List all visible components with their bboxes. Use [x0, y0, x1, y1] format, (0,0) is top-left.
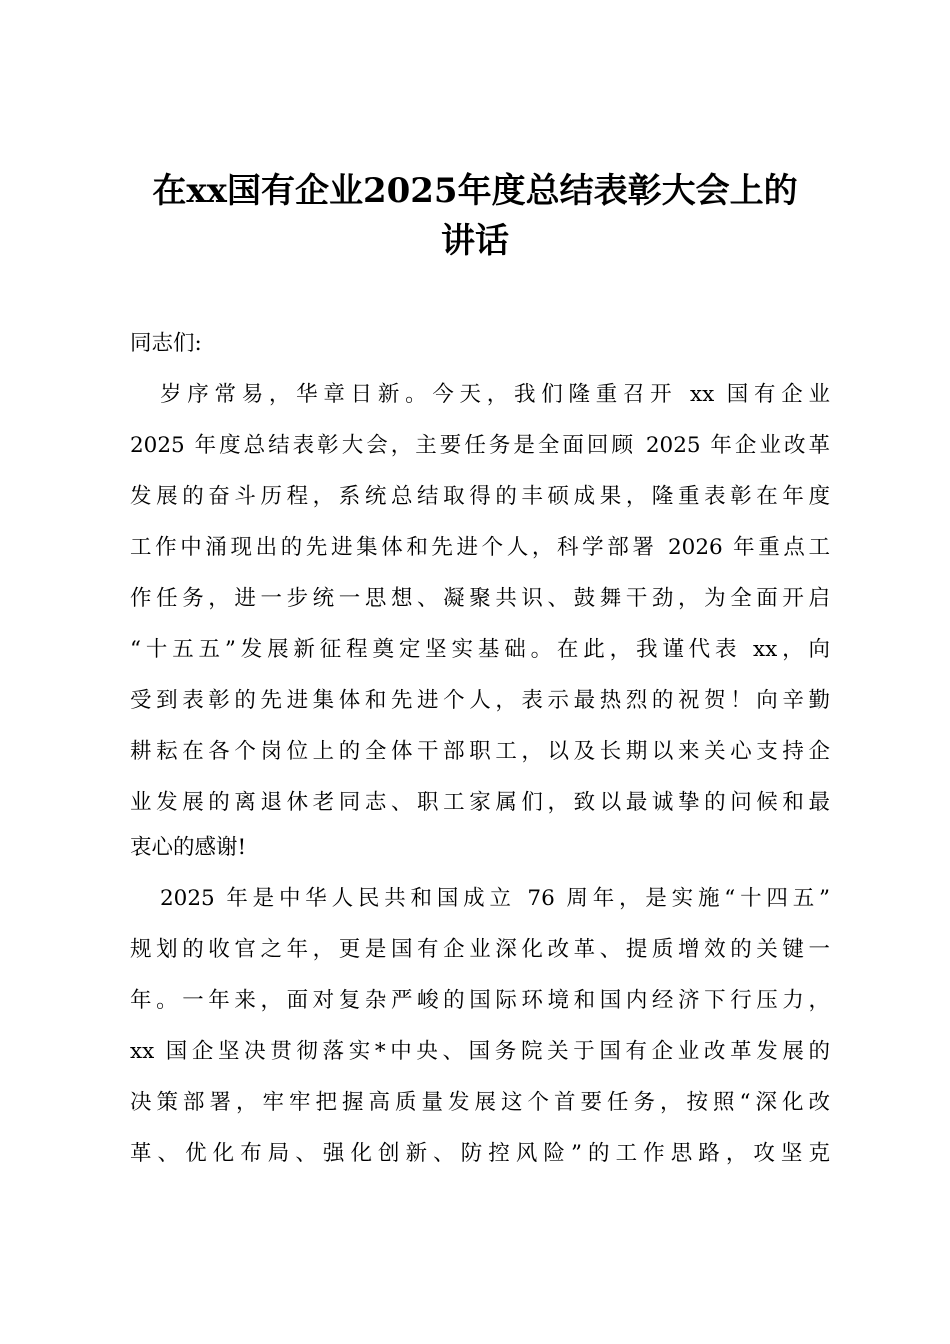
document-title-line-2: 讲话: [441, 221, 509, 261]
document-title-line-1: 在xx国有企业2025年度总结表彰大会上的: [152, 171, 798, 211]
paragraph1-line: 受到表彰的先进集体和先进个人，表示最热烈的祝贺！向辛勤: [130, 688, 830, 713]
salutation: 同志们:: [130, 331, 202, 356]
paragraph1-line: 工作中涌现出的先进集体和先进个人，科学部署 2026 年重点工: [130, 535, 830, 560]
paragraph2-line: 规划的收官之年，更是国有企业深化改革、提质增效的关键一: [130, 937, 830, 962]
paragraph2-line: 年。一年来，面对复杂严峻的国际环境和国内经济下行压力，: [130, 988, 830, 1013]
paragraph1-line: “十五五”发展新征程奠定坚实基础。在此，我谨代表 xx，向: [130, 637, 830, 662]
paragraph1-line: 业发展的离退休老同志、职工家属们，致以最诚挚的问候和最: [130, 790, 830, 815]
paragraph2-line: xx 国企坚决贯彻落实*中央、国务院关于国有企业改革发展的: [130, 1039, 830, 1064]
paragraph1-line: 2025 年度总结表彰大会，主要任务是全面回顾 2025 年企业改革: [130, 433, 830, 458]
paragraph1-line: 耕耘在各个岗位上的全体干部职工，以及长期以来关心支持企: [130, 739, 830, 764]
paragraph2-line: 决策部署，牢牢把握高质量发展这个首要任务，按照“深化改: [130, 1090, 830, 1115]
paragraph1-line: 衷心的感谢!: [130, 835, 247, 860]
paragraph2-line: 革、优化布局、强化创新、防控风险”的工作思路，攻坚克: [130, 1141, 830, 1166]
paragraph1-line: 发展的奋斗历程，系统总结取得的丰硕成果，隆重表彰在年度: [130, 484, 830, 509]
paragraph1-line: 岁序常易，华章日新。今天，我们隆重召开 xx 国有企业: [160, 382, 830, 407]
paragraph1-line: 作任务，进一步统一思想、凝聚共识、鼓舞干劲，为全面开启: [130, 586, 830, 611]
paragraph2-line: 2025 年是中华人民共和国成立 76 周年，是实施“十四五”: [160, 886, 830, 911]
